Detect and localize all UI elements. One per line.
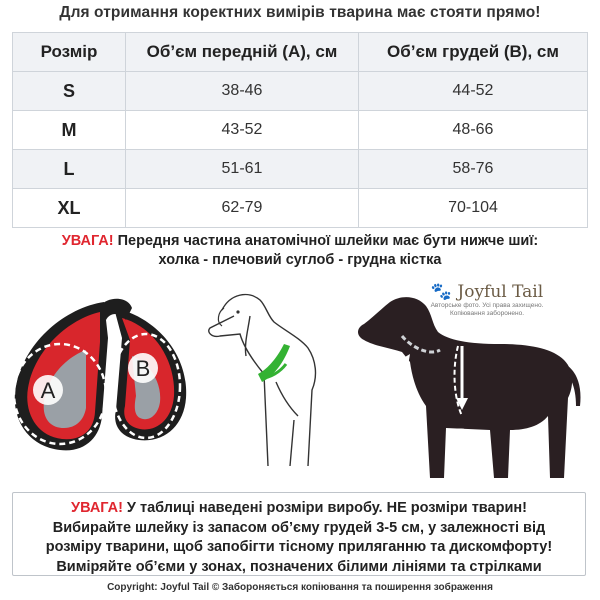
header-size: Розмір	[13, 33, 126, 72]
table-row	[13, 150, 588, 189]
warning-label: УВАГА!	[61, 233, 114, 249]
brand-logo-text	[428, 282, 546, 302]
warning2-line4: Виміряйте об’єми у зонах, позначених білими лініями та стрілками	[56, 558, 542, 575]
header-neck: Об’єм передній (A), см	[126, 33, 359, 72]
header-chest: Об’єм грудей (B), см	[359, 33, 588, 72]
warning-text: Передня частина анатомічної шлейки має бути нижче шиї:	[113, 233, 539, 249]
chest-cell: 44-52	[359, 72, 588, 111]
neck-cell: 38-46	[126, 72, 359, 111]
harness-illustration	[4, 298, 194, 458]
warning2-text1: У таблиці наведені розміри виробу. НЕ розміри тварин!	[122, 500, 527, 516]
neck-cell: 51-61	[126, 150, 359, 189]
size-cell: M	[13, 111, 126, 150]
paw-icon: 🐾	[430, 282, 452, 302]
harness-position-warning	[0, 232, 600, 270]
size-selection-warning	[12, 492, 586, 576]
warning2-line1	[13, 499, 585, 519]
brand-copyright-line1: Авторське фото. Усі права захищено.	[430, 302, 544, 309]
table-header-row	[13, 33, 588, 72]
warning-anatomy-line: холка - плечовий суглоб - грудна кістка	[158, 252, 442, 268]
chest-cell: 70-104	[359, 189, 588, 228]
neck-cell: 62-79	[126, 189, 359, 228]
size-cell: XL	[13, 189, 126, 228]
brand-name: Joyful Tail	[457, 282, 544, 302]
label-a: A	[40, 378, 56, 403]
size-cell: L	[13, 150, 126, 189]
table-row	[13, 111, 588, 150]
chest-cell: 48-66	[359, 111, 588, 150]
warning2-line3: розміру тварини, щоб запобігти тісному приляганню та дискомфорту!	[45, 539, 553, 555]
label-b: B	[135, 356, 151, 381]
silhouette-label-a: A	[374, 372, 389, 397]
silhouette-label-b: B	[454, 424, 469, 449]
dog-outline-illustration	[204, 286, 334, 476]
brand-watermark	[428, 282, 546, 344]
measurement-note: Для отримання коректних вимірів тварина має стояти прямо!	[59, 4, 541, 21]
chest-cell: 58-76	[359, 150, 588, 189]
copyright-footer: Copyright: Joyful Tail © Забороняється копіювання та поширення зображення	[107, 582, 493, 593]
warning2-line2: Вибирайте шлейку із запасом об’єму грудей 3-5 см, у залежності від	[52, 519, 546, 536]
table-row	[13, 189, 588, 228]
size-cell: S	[13, 72, 126, 111]
table-row	[13, 72, 588, 111]
size-table	[12, 32, 588, 228]
warning2-label: УВАГА!	[71, 500, 123, 516]
brand-copyright-line2: Копіювання заборонено.	[449, 310, 525, 317]
neck-cell: 43-52	[126, 111, 359, 150]
